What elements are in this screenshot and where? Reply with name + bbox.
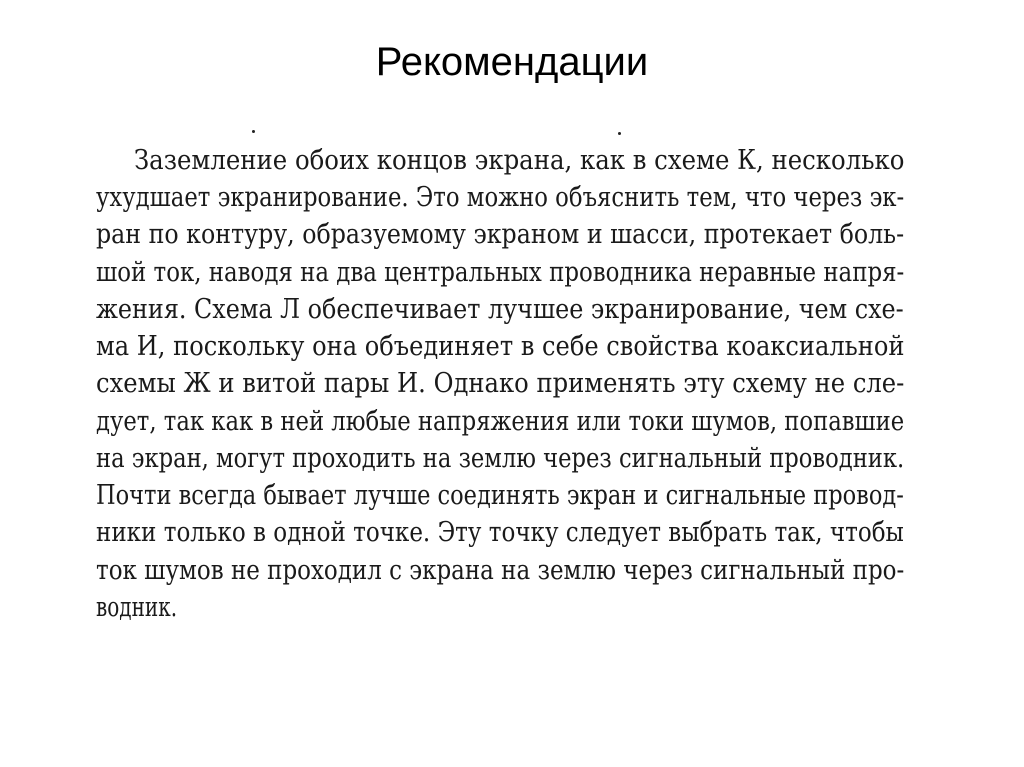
- scan-line: Почти всегда бывает лучше соединять экран и сигнальные провод-: [96, 480, 904, 511]
- scan-line: жения. Схема Л обеспечивает лучшее экранирование, чем схе-: [96, 294, 904, 325]
- scan-speck: [252, 130, 255, 133]
- scan-line: водник.: [96, 592, 178, 623]
- scan-line: схемы Ж и витой пары И. Однако применять эту схему не сле-: [96, 368, 905, 399]
- scan-speck: [618, 132, 621, 135]
- scanned-text-image: [96, 128, 904, 628]
- scan-line: ухудшает экранирование. Это можно объяснить тем, что через эк-: [96, 182, 905, 213]
- scan-line: Заземление обоих концов экрана, как в схеме К, несколько: [134, 145, 905, 176]
- scan-line: ма И, поскольку она объединяет в себе свойства коаксиальной: [96, 331, 905, 362]
- scan-line: шой ток, наводя на два центральных проводника неравные напря-: [96, 257, 905, 288]
- scan-line: ран по контуру, образуемому экраном и шасси, протекает боль-: [96, 219, 905, 250]
- scan-line: ники только в одной точке. Эту точку следует выбрать так, чтобы: [96, 517, 904, 548]
- slide-title: Рекомендации: [375, 40, 649, 84]
- scan-line: дует, так как в ней любые напряжения или токи шумов, попавшие: [96, 406, 905, 437]
- scan-line: на экран, могут проходить на землю через сигнальный проводник.: [96, 443, 905, 474]
- scan-line: ток шумов не проходил с экрана на землю через сигнальный про-: [96, 555, 905, 586]
